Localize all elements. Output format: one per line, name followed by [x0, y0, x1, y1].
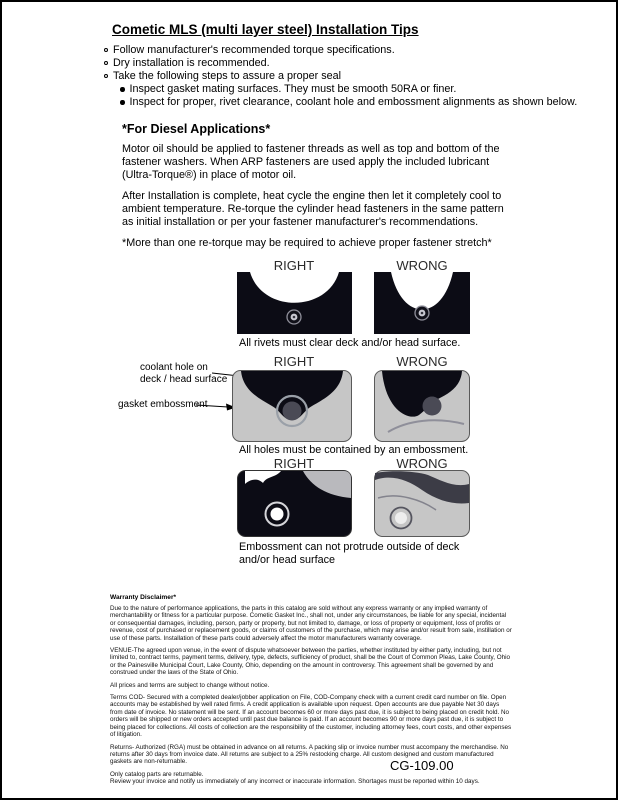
tip-text: Take the following steps to assure a proper seal: [113, 70, 342, 82]
open-bullet-icon: [104, 48, 108, 52]
embossment-right-diagram: [237, 470, 352, 537]
diagram-section: [2, 258, 616, 568]
coolant-hole-wrong-diagram: [374, 370, 470, 442]
legal-paragraph: All prices and terms are subject to change without notice.: [110, 681, 270, 689]
gasket-embossment-label: gasket embossment: [118, 399, 208, 410]
rivet-caption: All rivets must clear deck and/or head surface.: [239, 337, 461, 349]
coolant-hole-caption: All holes must be contained by an embossment.: [239, 444, 469, 456]
tip-item: [104, 70, 616, 83]
embossment-caption: [239, 541, 459, 566]
sub-tip-text: Inspect for proper, rivet clearance, coolant hole and embossment alignments as shown below.: [129, 96, 578, 108]
rivet-wrong-diagram: [374, 272, 470, 334]
legal-paragraph: VENUE-The agreed upon venue, in the event of dispute whatsoever between the parties, whether instituted by either party, including, but not limited to, contract terms, payment terms, delivery, type, defects, sufficiency of product, shall be the Court of Common Pleas, Lake County, Ohio or the Painesville Municipal Court, Lake County, Ohio, depending on the amount in controversy. This agreement shall be governed by and construed under the laws of the State of Ohio.: [110, 647, 511, 677]
coolant-hole-label-line1: coolant hole on: [140, 362, 208, 373]
diesel-paragraph-2: After Installation is complete, heat cycle the engine then let it completely cool to ambient temperature. Re-torque the cylinder head fasteners in the same pattern as initial installation or per your fastener manufacturer's recommendations.: [122, 190, 504, 228]
tip-item: [104, 57, 616, 70]
gasket-embossment-arrow-icon: [196, 400, 236, 414]
page-code: CG-109.00: [390, 758, 454, 773]
embossment-caption-line2: and/or head surface: [239, 553, 336, 566]
wrong-label-row1: WRONG: [396, 258, 448, 273]
embossment-wrong-diagram: [374, 470, 470, 537]
open-bullet-icon: [104, 61, 108, 65]
page-title: Cometic MLS (multi layer steel) Installation Tips: [112, 22, 419, 37]
retorque-note: *More than one re-torque may be required to achieve proper fastener stretch*: [122, 237, 492, 249]
legal-paragraph: Terms COD- Secured with a completed dealer/jobber application on File, COD-Company check with a current credit card number on file. Open accounts may be established by well rated firms. A credit application is available upon request. Open accounts are due payable Net 30 days from date of invoice. No statement will be sent. If an account becomes 60 or more days past due, it is subject to being placed on credit hold. No orders will be shipped or new orders accepted until past due balance is paid. If an account becomes 90 or more days past due, it is subject to being placed for collections. All costs of collection are the responsibility of the customer, including attorney fees, court costs, and other expenses of litigation.: [110, 694, 512, 739]
tip-item: [104, 44, 616, 57]
wrong-label-row3: WRONG: [396, 456, 448, 471]
right-label-row3: RIGHT: [273, 456, 315, 471]
warranty-disclaimer-heading: Warranty Disclaimer*: [110, 594, 177, 601]
legal-paragraph: Returns- Authorized (RGA) must be obtained in advance on all returns. A packing slip or invoice number must accompany the merchandise. No returns after 30 days from invoice date. All returns are subject to a 25% restocking charge. All custom designed and custom manufactured gaskets are non-returnable.: [110, 743, 509, 766]
legal-section: [110, 594, 512, 786]
filled-bullet-icon: [120, 100, 125, 105]
diesel-paragraph-1: Motor oil should be applied to fastener threads as well as top and bottom of the fastener washers. When ARP fasteners are used apply the included lubricant (Ultra-Torque®) in place of motor oil.: [122, 143, 500, 181]
coolant-hole-label-line2: deck / head surface: [140, 373, 228, 385]
right-label-row2: RIGHT: [273, 354, 315, 369]
legal-paragraph: Due to the nature of performance applications, the parts in this catalog are sold without any express warranty or any implied warranty of merchantability or fitness for a particular purpose. Cometic Gasket Inc., shall not, under any circumstances, be liable for any special, incidental or consequential damages, including, person, party or property, but not limited to, damage, or loss of property or equipment, loss of profits or revenue, cost of purchased or replacement goods, or claims of customers of the purchase, which may arise and/or result from sale, instillation or use of these parts. Installation of these parts could adversely affect the motor manufacturers warranty coverage.: [110, 605, 512, 642]
embossment-caption-line1: Embossment can not protrude outside of deck: [239, 541, 460, 553]
tip-text: Dry installation is recommended.: [113, 57, 270, 69]
legal-paragraph: Review your invoice and notify us immediately of any incorrect or inaccurate information. Shortages must be reported within 10 days.: [110, 778, 480, 786]
wrong-label-row2: WRONG: [396, 354, 448, 369]
sub-tip-item: [120, 83, 616, 96]
right-label-row1: RIGHT: [273, 258, 315, 273]
legal-paragraph: Only catalog parts are returnable.: [110, 770, 204, 778]
diesel-applications-heading: *For Diesel Applications*: [122, 122, 271, 136]
filled-bullet-icon: [120, 87, 125, 92]
rivet-right-diagram: [237, 272, 352, 334]
sub-tip-item: [120, 96, 616, 109]
sub-tip-text: Inspect gasket mating surfaces. They must be smooth 50RA or finer.: [129, 83, 457, 95]
open-bullet-icon: [104, 74, 108, 78]
coolant-hole-right-diagram: [232, 370, 352, 442]
tip-text: Follow manufacturer's recommended torque specifications.: [113, 44, 395, 56]
